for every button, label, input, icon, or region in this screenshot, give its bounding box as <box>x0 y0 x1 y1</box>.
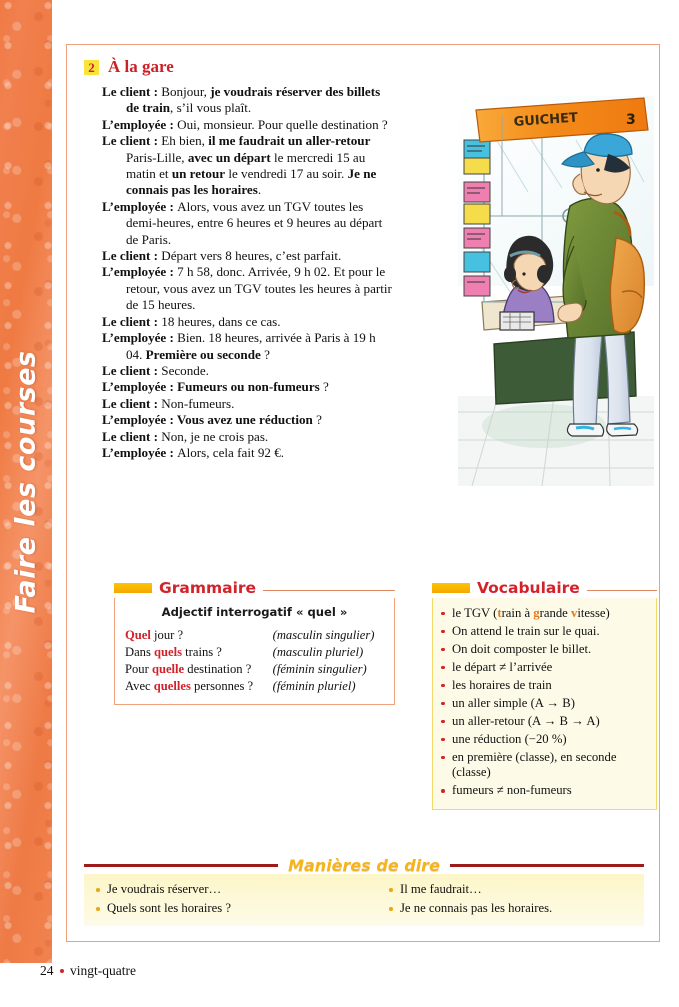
footer-page-word: vingt-quatre <box>70 963 136 978</box>
dialogue-speaker: L’employée : <box>102 198 178 214</box>
dialogue-text: Bien. 18 heures, arrivée à Paris à 19 h 04. <box>126 330 376 362</box>
dialogue-text-emphasis: je voudrais réserver des billets de train <box>126 84 381 116</box>
grammaire-gender-label: (masculin singulier) <box>272 628 375 642</box>
vocabulaire-item <box>439 642 648 658</box>
vocabulaire-content <box>432 598 657 810</box>
vocabulaire-box <box>432 578 657 810</box>
grammaire-gender-label: (masculin pluriel) <box>272 645 364 659</box>
dialogue-line <box>102 133 394 199</box>
vocabulaire-highlight-letter: g <box>533 605 540 620</box>
dialogue-speaker: Le client : <box>102 84 162 99</box>
illustration-svg <box>458 96 654 486</box>
manieres-item: Je ne connais pas les horaires. <box>387 899 634 918</box>
dialogue-line <box>102 363 394 379</box>
page-title: À la gare <box>108 57 174 76</box>
grammaire-table <box>125 627 384 695</box>
manieres-column-right <box>341 880 634 918</box>
vocabulaire-text: une réduction (−20 %) <box>452 731 567 746</box>
dialogue-transcript <box>102 84 394 461</box>
dialogue-text: Non, je ne crois pas. <box>161 428 269 444</box>
dialogue-text: Eh bien, <box>161 133 209 149</box>
vocabulaire-text: un aller simple (A → B) <box>452 695 575 710</box>
dialogue-text: , s’il vous plaît. <box>170 100 252 116</box>
manieres-item: Quels sont les horaires ? <box>94 899 341 918</box>
dialogue-text: Départ vers 8 heures, c’est parfait. <box>161 248 342 264</box>
dialogue-text: ? <box>312 412 322 428</box>
grammaire-example <box>125 627 273 644</box>
grammaire-quel-form: quelle <box>151 662 185 676</box>
dialogue-text-emphasis: un retour <box>171 166 226 182</box>
dialogue-text: le vendredi 17 au soir. <box>225 166 348 182</box>
vocabulaire-item <box>439 678 648 694</box>
manieres-item: Je voudrais réserver… <box>94 880 341 899</box>
vocabulaire-list <box>439 606 648 799</box>
dialogue-text: Alors, cela fait 92 €. <box>177 444 285 460</box>
grammaire-example <box>125 678 273 695</box>
dialogue-line <box>102 199 394 248</box>
dialogue-line <box>102 330 394 363</box>
grammaire-example-prefix: Pour <box>125 662 152 676</box>
dialogue-line <box>102 429 394 445</box>
dialogue-text-emphasis: Je ne connais pas les horaires <box>126 166 377 198</box>
vocabulaire-text: rande <box>539 605 571 620</box>
grammaire-quel-form: Quel <box>125 628 151 642</box>
dialogue-speaker: L’employée : <box>102 330 178 346</box>
grammaire-row <box>125 678 384 695</box>
dialogue-line <box>102 314 394 330</box>
vocabulaire-text: On attend le train sur le quai. <box>452 623 600 638</box>
vocabulaire-item <box>439 750 648 781</box>
manieres-item: Il me faudrait… <box>387 880 634 899</box>
grammaire-row <box>125 661 384 678</box>
dialogue-speaker: L’employée : <box>102 379 178 395</box>
grammaire-row <box>125 627 384 644</box>
dialogue-text: le mercredi 15 au matin et <box>126 149 366 182</box>
grammaire-subtitle: Adjectif interrogatif « quel » <box>161 605 348 619</box>
grammaire-quel-form: quelles <box>153 679 191 693</box>
dialogue-text: 7 h 58, donc. Arrivée, 9 h 02. Et pour le retour, vous avez un TGV toutes les heures à partir de 15 heures. <box>126 264 392 313</box>
dialogue-line <box>102 396 394 412</box>
dialogue-text-emphasis: Fumeurs ou non-fumeurs <box>177 379 320 395</box>
vocabulaire-tab-marker <box>432 583 470 593</box>
vocabulaire-text: fumeurs ≠ non-fumeurs <box>452 783 572 797</box>
vocabulaire-text: en première (classe), en seconde (classe) <box>452 749 617 779</box>
vocabulaire-text: les horaires de train <box>452 677 552 692</box>
vocabulaire-text: rain à <box>501 605 534 620</box>
grammaire-example-prefix: Dans <box>125 645 155 659</box>
footer-dot-icon <box>60 969 65 974</box>
guichet-sign-number: 3 <box>626 112 636 128</box>
vocabulaire-item <box>439 696 648 712</box>
dialogue-speaker: L’employée : <box>102 444 178 460</box>
chapter-side-tab <box>0 0 52 963</box>
dialogue-line <box>102 379 394 395</box>
grammaire-gender-label: (féminin pluriel) <box>272 679 356 693</box>
dialogue-speaker: L’employée : <box>102 412 177 428</box>
dialogue-line <box>102 117 394 133</box>
vocabulaire-header <box>432 578 657 598</box>
dialogue-speaker: Le client : <box>102 395 162 411</box>
dialogue-text: Seconde. <box>161 362 209 378</box>
grammaire-example <box>125 661 273 678</box>
vocabulaire-item <box>439 783 648 799</box>
ticket-counter-illustration <box>458 96 654 486</box>
grammaire-title: Grammaire <box>159 579 257 597</box>
grammaire-example-suffix: destination ? <box>184 662 252 676</box>
grammaire-example-suffix: personnes ? <box>190 679 254 693</box>
grammaire-content <box>114 598 395 705</box>
manieres-header <box>84 856 644 874</box>
dialogue-speaker: Le client : <box>102 428 162 444</box>
vocabulaire-rule <box>587 590 657 591</box>
grammaire-box <box>114 578 395 705</box>
section-number-badge: 2 <box>84 60 99 75</box>
grammaire-header <box>114 578 395 598</box>
guichet-sign-text: GUICHET <box>513 110 579 130</box>
vocabulaire-text: le départ ≠ l’arrivée <box>452 659 553 674</box>
dialogue-text: Bonjour, <box>161 84 211 99</box>
dialogue-text-emphasis: Vous avez une réduction <box>176 412 313 428</box>
dialogue-speaker: Le client : <box>102 248 162 264</box>
vocabulaire-text: un aller-retour (A → B → A) <box>452 713 600 728</box>
vocabulaire-text: le TGV ( <box>452 605 498 620</box>
dialogue-text: Alors, vous avez un TGV toutes les demi-heures, entre 6 heures et 9 heures au départ de Paris. <box>126 198 383 247</box>
dialogue-text: Non-fumeurs. <box>161 395 235 411</box>
dialogue-speaker: L’employée : <box>102 116 178 132</box>
dialogue-line <box>102 248 394 264</box>
grammaire-row <box>125 644 384 661</box>
dialogue-text-emphasis: il me faudrait un aller-retour <box>208 133 371 149</box>
vocabulaire-text: On doit composter le billet. <box>452 641 592 656</box>
manieres-rule-left <box>84 864 278 867</box>
dialogue-speaker: L’employée : <box>102 264 178 280</box>
vocabulaire-title: Vocabulaire <box>477 579 580 597</box>
manieres-title: Manières de dire <box>288 855 440 875</box>
grammaire-tab-marker <box>114 583 152 593</box>
grammaire-rule <box>263 590 395 591</box>
dialogue-text: Paris-Lille, <box>126 149 188 165</box>
vocabulaire-item <box>439 624 648 640</box>
dialogue-line <box>102 445 394 461</box>
dialogue-speaker: Le client : <box>102 362 162 378</box>
vocabulaire-highlight-letter: t <box>497 605 502 620</box>
grammaire-example <box>125 644 273 661</box>
footer-page-number: 24 <box>40 963 54 978</box>
vocabulaire-item <box>439 732 648 748</box>
manieres-content <box>84 874 644 926</box>
vocabulaire-item <box>439 660 648 676</box>
vocabulaire-highlight-letter: v <box>570 605 578 620</box>
dialogue-text-emphasis: avec un départ <box>187 149 271 165</box>
manieres-de-dire-box <box>84 856 644 926</box>
grammaire-quel-form: quels <box>154 645 183 659</box>
dialogue-text: 18 heures, dans ce cas. <box>161 313 281 329</box>
dialogue-speaker: Le client : <box>102 313 162 329</box>
grammaire-example-suffix: trains ? <box>182 645 222 659</box>
vocabulaire-text: itesse) <box>577 605 610 620</box>
dialogue-text: ? <box>319 379 329 395</box>
manieres-column-left <box>94 880 341 918</box>
dialogue-line <box>102 412 394 428</box>
dialogue-text: ? <box>260 346 270 362</box>
vocabulaire-item <box>439 606 648 622</box>
dialogue-line <box>102 84 394 117</box>
dialogue-text-emphasis: Première ou seconde <box>145 346 261 362</box>
grammaire-example-suffix: jour ? <box>150 628 184 642</box>
page-footer <box>40 963 136 979</box>
dialogue-speaker: Le client : <box>102 133 162 149</box>
dialogue-text: . <box>257 182 262 198</box>
section-heading <box>84 57 174 77</box>
vocabulaire-item <box>439 714 648 730</box>
grammaire-gender-label: (féminin singulier) <box>272 662 367 676</box>
manieres-rule-right <box>450 864 644 867</box>
chapter-side-tab-label: Faire les courses <box>10 350 42 613</box>
dialogue-line <box>102 264 394 313</box>
grammaire-example-prefix: Avec <box>125 679 154 693</box>
dialogue-text: Oui, monsieur. Pour quelle destination ? <box>177 116 388 132</box>
